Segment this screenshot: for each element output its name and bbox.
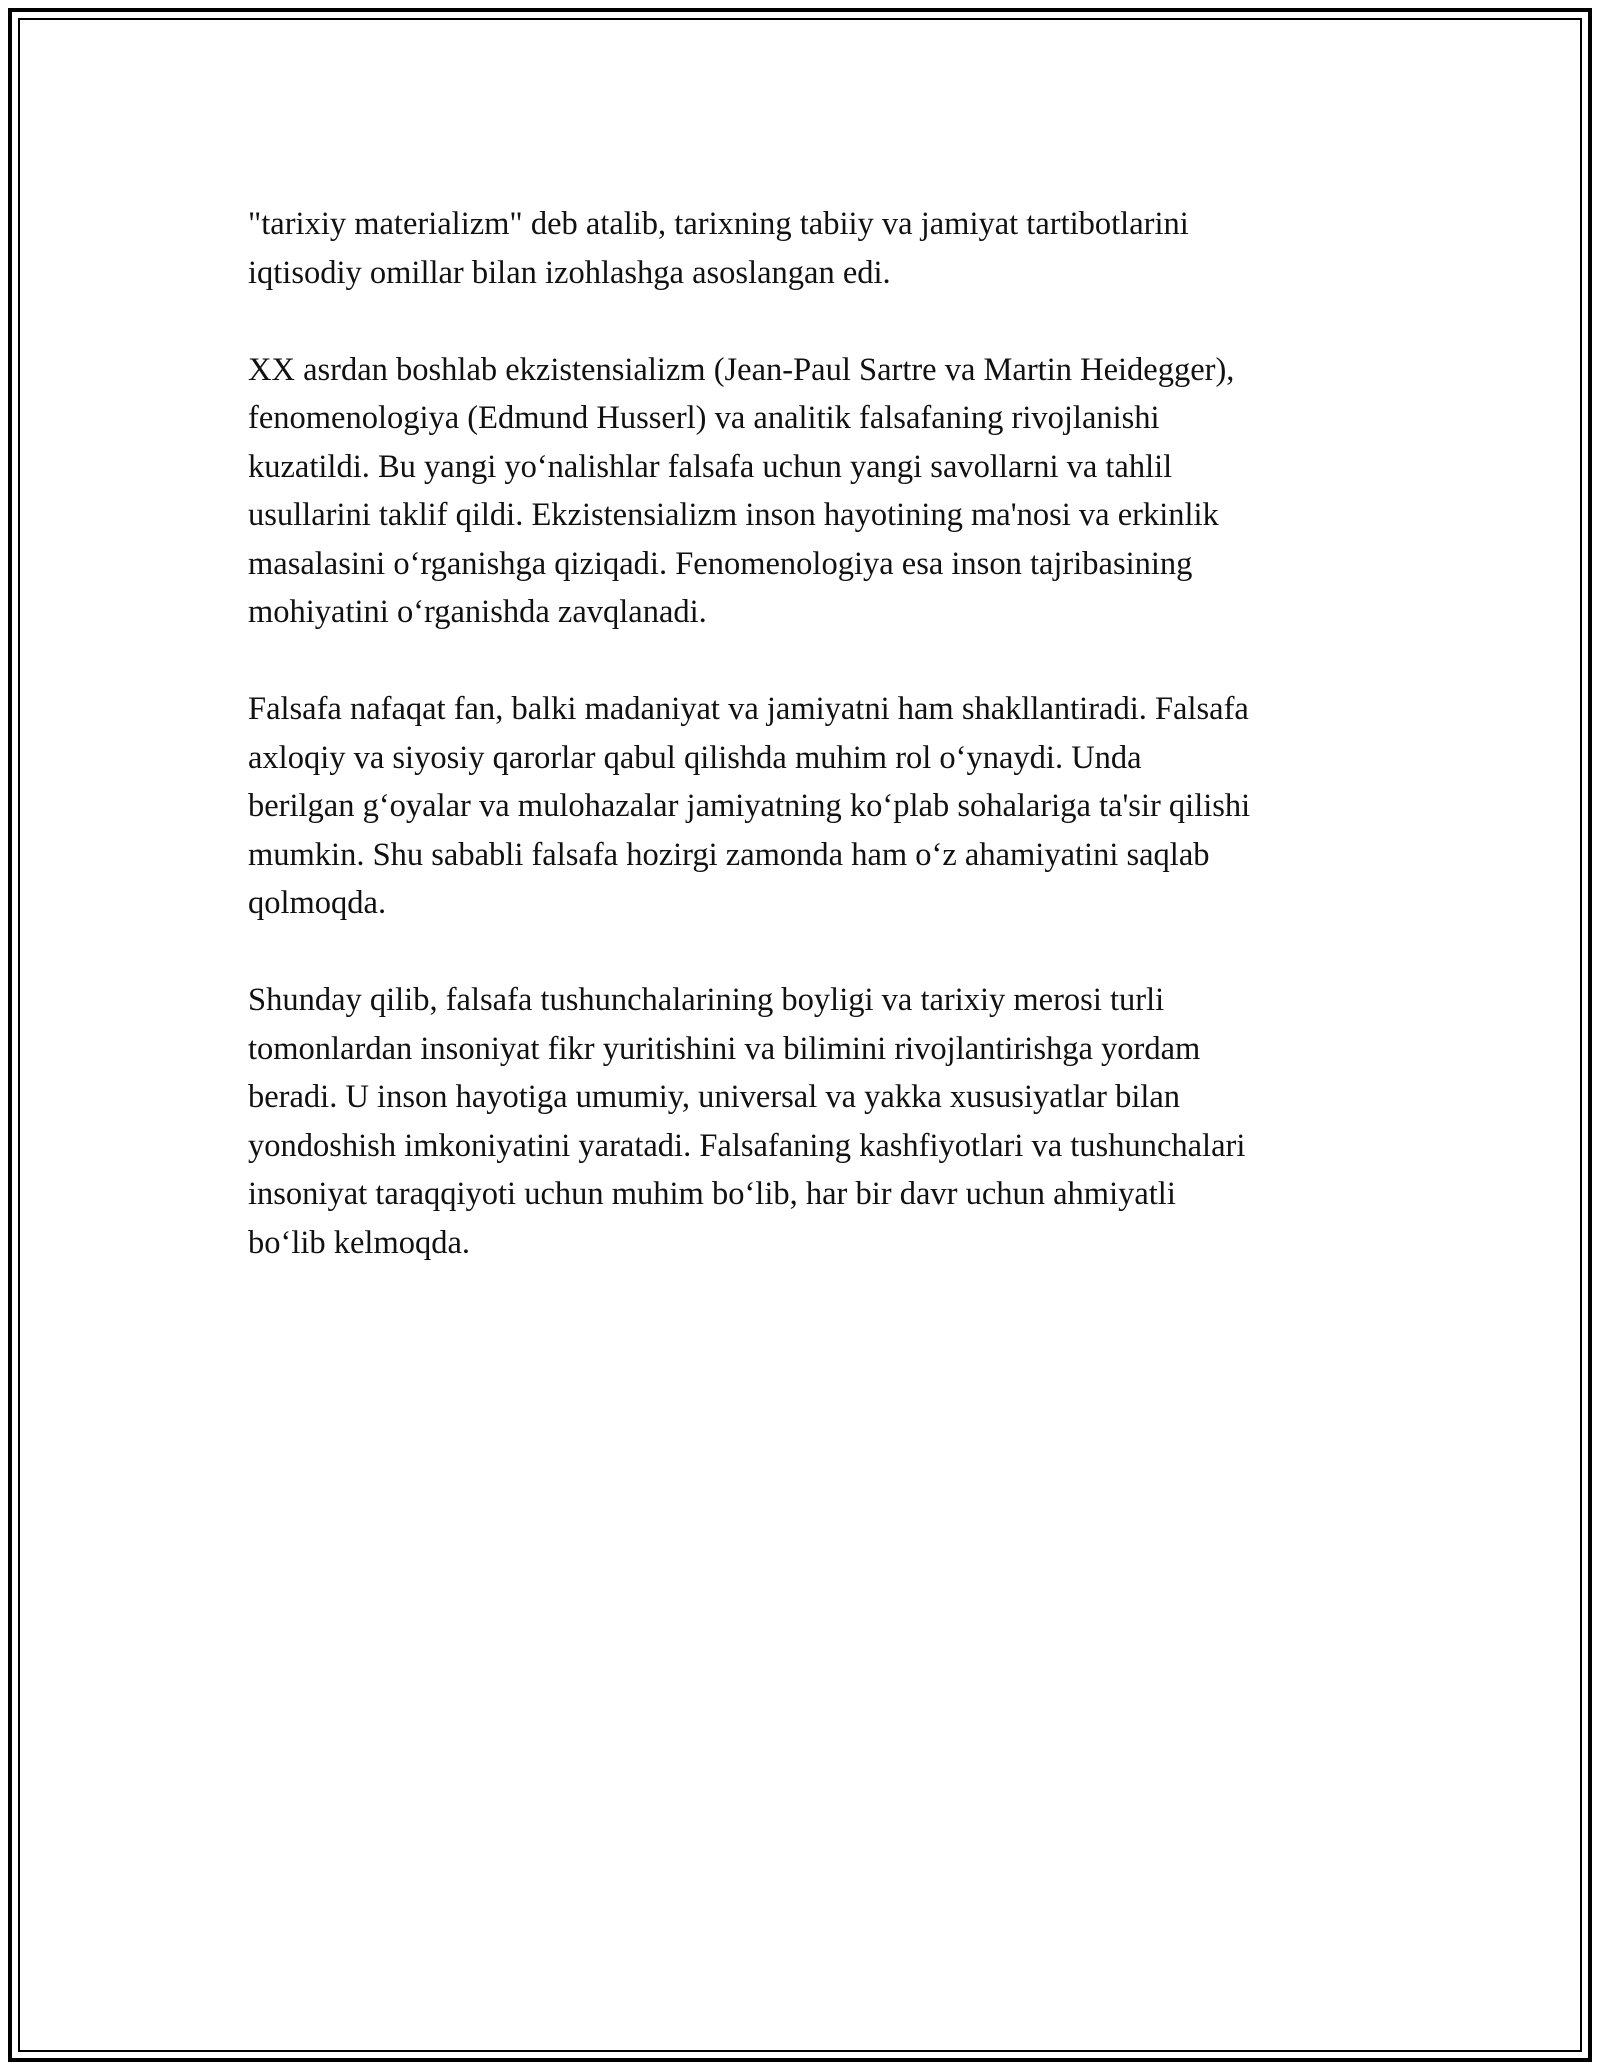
text-line: mohiyatini o‘rganishda zavqlanadi. (248, 594, 707, 630)
text-line: bo‘lib kelmoqda. (248, 1224, 471, 1261)
text-line: iqtisodiy omillar bilan izohlashga asoslangan edi. (248, 254, 891, 291)
text-line: insoniyat taraqqiyoti uchun muhim bo‘lib, har bir davr uchun ahmiyatli (248, 1176, 1176, 1212)
text-line: "tarixiy materializm" deb atalib, tarixning tabiiy va jamiyat tartibotlarini (248, 206, 1189, 242)
text-line: qolmoqda. (248, 885, 387, 921)
text-line: mumkin. Shu sababli falsafa hozirgi zamonda ham o‘z ahamiyatini saqlab (248, 836, 1210, 873)
text-line: fenomenologiya (Edmund Husserl) va analitik falsafaning rivojlanishi (248, 400, 1160, 436)
text-line: Shunday qilib, falsafa tushunchalarining boyligi va tarixiy merosi turli (248, 982, 1165, 1018)
text-line: kuzatildi. Bu yangi yo‘nalishlar falsafa uchun yangi savollarni va tahlil (248, 448, 1173, 485)
paragraph-1 (248, 200, 1408, 297)
text-line: XX asrdan boshlab ekzistensializm (Jean-Paul Sartre va Martin Heidegger), (248, 351, 1235, 388)
text-line: berilgan g‘oyalar va mulohazalar jamiyatning ko‘plab sohalariga ta'sir qilishi (248, 788, 1251, 824)
text-line: axloqiy va siyosiy qarorlar qabul qilishda muhim rol o‘ynaydi. Unda (248, 739, 1142, 776)
paragraph-4 (248, 976, 1408, 1267)
text-line: tomonlardan insoniyat fikr yuritishini va bilimini rivojlantirishga yordam (248, 1030, 1201, 1067)
text-line: usullarini taklif qildi. Ekzistensializm inson hayotining ma'nosi va erkinlik (248, 497, 1219, 533)
text-line: masalasini o‘rganishga qiziqadi. Fenomenologiya esa inson tajribasining (248, 545, 1193, 582)
document-body (248, 200, 1408, 1316)
text-line: Falsafa nafaqat fan, balki madaniyat va jamiyatni ham shakllantiradi. Falsafa (248, 691, 1249, 727)
text-line: yondoshish imkoniyatini yaratadi. Falsafaning kashfiyotlari va tushunchalari (248, 1127, 1246, 1164)
paragraph-2 (248, 346, 1408, 637)
paragraph-3 (248, 685, 1408, 928)
page-frame (8, 8, 1592, 2062)
text-line: beradi. U inson hayotiga umumiy, universal va yakka xususiyatlar bilan (248, 1079, 1181, 1115)
